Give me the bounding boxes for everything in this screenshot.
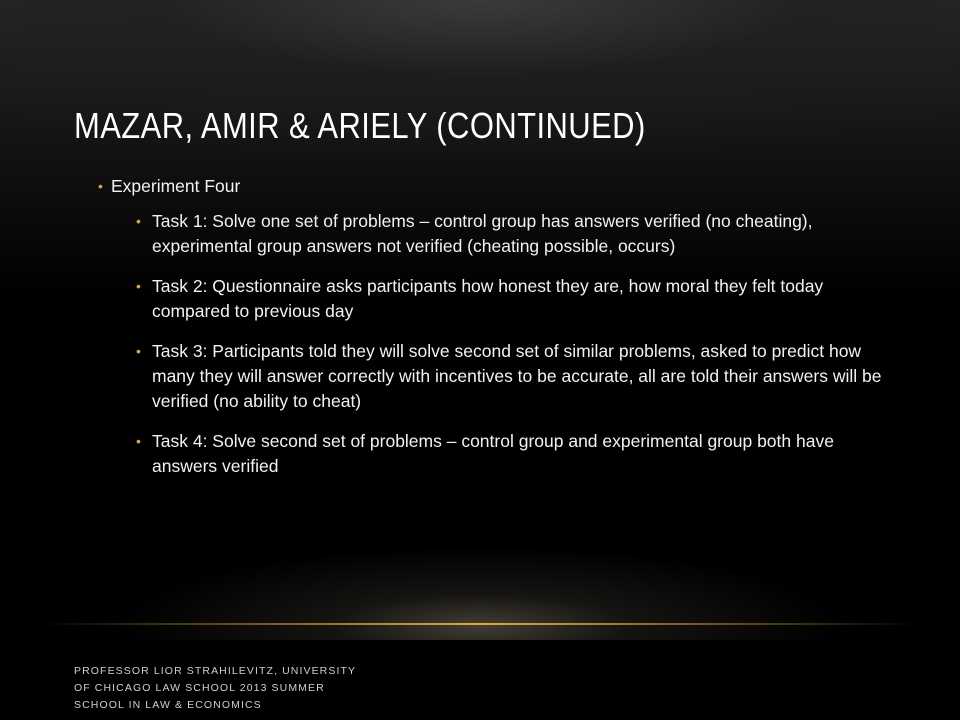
decorative-divider-line	[40, 623, 920, 625]
sub-bullet-task-3	[136, 339, 890, 414]
bullet-dot: •	[136, 278, 141, 294]
decorative-glow	[0, 540, 960, 640]
sub-bullet-text: Task 1: Solve one set of problems – control group has answers verified (no cheating), experimental group answers not verified (cheating possible, occurs)	[152, 211, 813, 256]
slide-footer: PROFESSOR LIOR STRAHILEVITZ, UNIVERSITY OF CHICAGO LAW SCHOOL 2013 SUMMER SCHOOL IN LAW & ECONOMICS	[74, 665, 356, 711]
sub-bullet-task-1	[136, 209, 890, 259]
bullet-dot: •	[136, 213, 141, 229]
bullet-text: Experiment Four	[111, 176, 241, 196]
sub-bullet-text: Task 4: Solve second set of problems – control group and experimental group both have answers verified	[152, 431, 834, 476]
bullet-dot: •	[136, 343, 141, 359]
sub-bullet-text: Task 2: Questionnaire asks participants how honest they are, how moral they felt today compared to previous day	[152, 276, 824, 321]
bullet-dot: •	[98, 178, 103, 194]
bullet-experiment-four	[100, 174, 890, 199]
slide-title: MAZAR, AMIR & ARIELY (CONTINUED)	[74, 105, 646, 146]
sub-bullet-task-4	[136, 429, 890, 479]
sub-bullet-text: Task 3: Participants told they will solve second set of similar problems, asked to predict how many they will answer correctly with incentives to be accurate, all are told their answers will be verified (no ability to cheat)	[152, 341, 882, 411]
sub-bullet-task-2	[136, 274, 890, 324]
slide-body	[100, 174, 890, 494]
bullet-dot: •	[136, 433, 141, 449]
